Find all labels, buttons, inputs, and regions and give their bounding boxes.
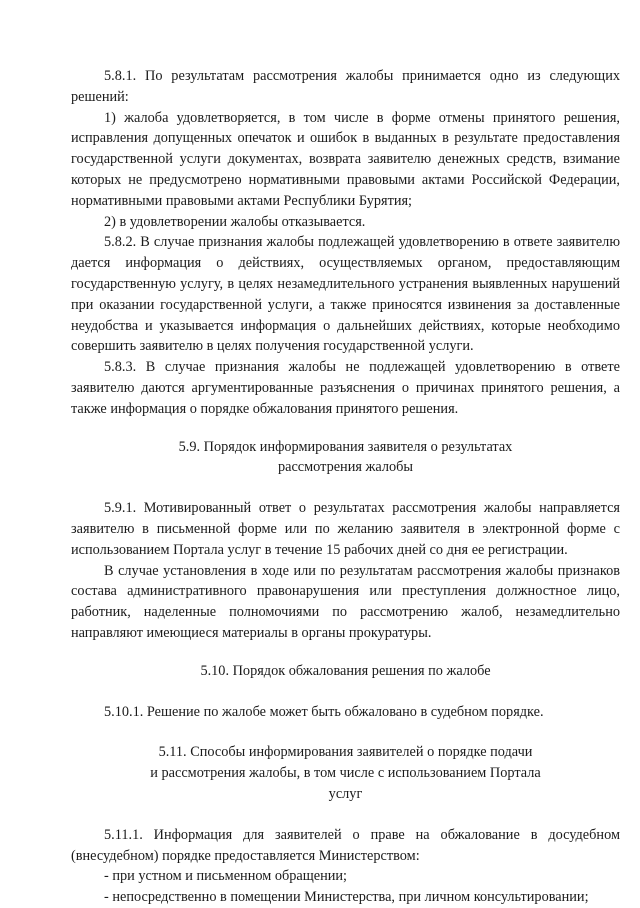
- heading-line: 5.11. Способы информирования заявителей о порядке подачи: [158, 744, 533, 761]
- list-item-2: 2) в удовлетворении жалобы отказывается.: [104, 213, 366, 230]
- heading-line: услуг: [328, 785, 363, 802]
- section-heading-5-11: [71, 742, 620, 804]
- heading-line: 5.10. Порядок обжалования решения по жалобе: [200, 662, 491, 679]
- paragraph-5-11-1: 5.11.1. Информация для заявителей о праве на обжалование в досудебном (внесудебном) порядке предоставляется Министерством:: [71, 826, 620, 864]
- heading-line: рассмотрения жалобы: [277, 459, 414, 476]
- heading-line: 5.9. Порядок информирования заявителя о результатах: [178, 438, 513, 455]
- bullet-item-1: - при устном и письменном обращении;: [104, 868, 348, 885]
- paragraph-5-10-1: 5.10.1. Решение по жалобе может быть обжаловано в судебном порядке.: [104, 703, 544, 720]
- paragraph-5-9-1: 5.9.1. Мотивированный ответ о результатах рассмотрения жалобы направляется заявителю в письменной форме или по желанию заявителя в электронной форме с использованием Портала услуг в течение 15 рабочих дней со дня ее регистрации.: [71, 500, 620, 558]
- paragraph-5-9-2: В случае установления в ходе или по результатам рассмотрения жалобы признаков состава административного правонарушения или преступления должностное лицо, работник, наделенные полномочиями по рассмотрению жалоб, незамедлительно направляют имеющиеся материалы в органы прокуратуры.: [71, 562, 620, 641]
- section-heading-5-10: [71, 661, 620, 682]
- heading-line: и рассмотрения жалобы, в том числе с использованием Портала: [150, 765, 541, 782]
- paragraph-5-8-2: 5.8.2. В случае признания жалобы подлежащей удовлетворению в ответе заявителю дается информация о действиях, осуществляемых органом, предоставляющим государственную услугу, в целях незамедлительного устранения выявленных нарушений при оказании государственной услуги, а также приносятся извинения за доставленные неудобства и указывается информация о дальнейших действиях, которые необходимо совершить заявителю в целях получения государственной услуги.: [71, 234, 620, 355]
- section-heading-5-9: [71, 437, 620, 479]
- paragraph-5-8-3: 5.8.3. В случае признания жалобы не подлежащей удовлетворению в ответе заявителю даются аргументированные разъяснения о причинах принятого решения, а также информация о порядке обжалования принятого решения.: [71, 359, 620, 417]
- bullet-item-2: - непосредственно в помещении Министерства, при личном консультировании;: [104, 889, 589, 906]
- paragraph-5-8-1: 5.8.1. По результатам рассмотрения жалобы принимается одно из следующих решений:: [71, 68, 620, 105]
- list-item-1: 1) жалоба удовлетворяется, в том числе в форме отмены принятого решения, исправления допущенных опечаток и ошибок в выданных в результате предоставления государственной услуги документах, возврата заявителю денежных средств, взимание которых не предусмотрено нормативными правовыми актами Российской Федерации, нормативными правовыми актами Республики Бурятия;: [71, 109, 620, 209]
